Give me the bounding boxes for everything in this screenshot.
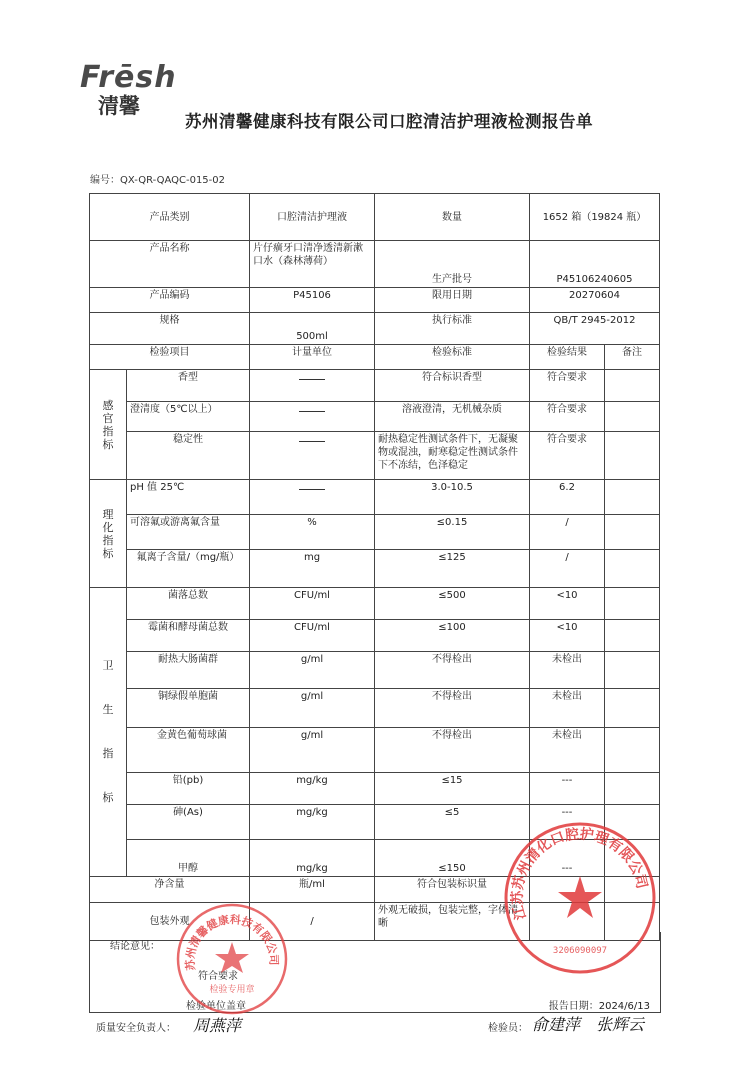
- batch-value: P45106240605: [530, 241, 660, 288]
- row-result: ---: [530, 840, 605, 877]
- row-item: 澄清度（5℃以上）: [127, 402, 250, 432]
- row-standard: 不得检出: [375, 689, 530, 728]
- row-standard: 不得检出: [375, 652, 530, 689]
- row-unit: mg/kg: [250, 840, 375, 877]
- svg-text:检验专用章: 检验专用章: [209, 985, 255, 995]
- row-remark: [605, 432, 660, 480]
- dash-mark: [299, 489, 325, 490]
- row-remark: [605, 689, 660, 728]
- row-standard: ≤5: [375, 805, 530, 840]
- row-item: pH 值 25℃: [127, 480, 250, 515]
- header-result: 检验结果: [530, 345, 605, 370]
- qa-signature: 周燕萍: [193, 1016, 242, 1035]
- standard-value: QB/T 2945-2012: [530, 313, 660, 345]
- row-item: 稳定性: [127, 432, 250, 480]
- row-result: <10: [530, 588, 605, 620]
- header-remark: 备注: [605, 345, 660, 370]
- qa-manager-label: 质量安全负责人：: [96, 1023, 176, 1034]
- header-unit: 计量单位: [250, 345, 375, 370]
- row-result: 未检出: [530, 652, 605, 689]
- group-sensory: 感 官 指 标: [90, 370, 127, 480]
- row-result: /: [530, 515, 605, 550]
- table-row: [90, 480, 660, 515]
- inspector-signature-2: 张辉云: [596, 1015, 645, 1034]
- row-unit: CFU/ml: [250, 588, 375, 620]
- expiry-label: 限用日期: [375, 288, 530, 313]
- row-remark: [605, 402, 660, 432]
- inspector-label: 检验员：: [488, 1023, 528, 1034]
- table-row: [90, 689, 660, 728]
- row-item: 铅(pb): [127, 773, 250, 805]
- quantity-value: 1652 箱（19824 瓶）: [530, 194, 660, 241]
- net-content-standard: 符合包装标识量: [375, 877, 530, 903]
- row-item: 铜绿假单胞菌: [127, 689, 250, 728]
- row-unit: g/ml: [250, 728, 375, 773]
- package-standard: 外观无破损，包装完整，字体清晰: [375, 903, 530, 941]
- dash-mark: [299, 441, 325, 442]
- svg-text:江苏苏州清化口腔护理有限公司: 江苏苏州清化口腔护理有限公司: [509, 826, 650, 922]
- batch-label: 生产批号: [375, 241, 530, 288]
- row-standard: 耐热稳定性测试条件下，无凝聚物或混浊，耐寒稳定性测试条件下不冻结，色泽稳定: [375, 432, 530, 480]
- table-row: [90, 652, 660, 689]
- table-row: [90, 588, 660, 620]
- row-result: 符合要求: [530, 432, 605, 480]
- logo-chinese: 清馨: [98, 94, 140, 118]
- row-standard: 3.0-10.5: [375, 480, 530, 515]
- row-unit: mg: [250, 550, 375, 588]
- category-label: 产品类别: [90, 194, 250, 241]
- row-remark: [605, 550, 660, 588]
- expiry-value: 20270604: [530, 288, 660, 313]
- row-unit: g/ml: [250, 689, 375, 728]
- row-standard: ≤150: [375, 840, 530, 877]
- row-unit: mg/kg: [250, 773, 375, 805]
- package-label: 包装外观: [90, 903, 250, 941]
- row-unit: g/ml: [250, 652, 375, 689]
- company-seal: [500, 818, 660, 978]
- document-number: 编号：QX-QR-QAQC-015-02: [90, 175, 226, 186]
- row-item: 耐热大肠菌群: [127, 652, 250, 689]
- row-result: ---: [530, 805, 605, 840]
- row-remark: [605, 728, 660, 773]
- row-standard: 溶液澄清，无机械杂质: [375, 402, 530, 432]
- table-row: [90, 515, 660, 550]
- table-row: [90, 432, 660, 480]
- table-row: [90, 550, 660, 588]
- standard-label: 执行标准: [375, 313, 530, 345]
- quantity-label: 数量: [375, 194, 530, 241]
- header-item: 检验项目: [90, 345, 250, 370]
- row-remark: [605, 652, 660, 689]
- dash-mark: [299, 379, 325, 380]
- net-content-unit: 瓶/ml: [250, 877, 375, 903]
- row-result: 符合要求: [530, 370, 605, 402]
- conclusion-label: 结论意见：: [110, 941, 160, 952]
- row-result: 符合要求: [530, 402, 605, 432]
- row-item: 砷(As): [127, 805, 250, 840]
- row-remark: [605, 773, 660, 805]
- row-unit: [250, 480, 375, 515]
- row-remark: [605, 480, 660, 515]
- dash-mark: [299, 411, 325, 412]
- svg-text:3206090097: 3206090097: [552, 946, 608, 956]
- row-standard: ≤15: [375, 773, 530, 805]
- row-item: 甲醇: [127, 840, 250, 877]
- row-item: 菌落总数: [127, 588, 250, 620]
- row-item: 氟离子含量/（mg/瓶）: [127, 550, 250, 588]
- row-unit: mg/kg: [250, 805, 375, 840]
- inspector-signature-1: 俞建萍: [532, 1015, 581, 1034]
- header-standard: 检验标准: [375, 345, 530, 370]
- product-code-value: P45106: [250, 288, 375, 313]
- group-hygiene: 卫 生 指 标: [90, 588, 127, 877]
- row-item: 可溶氟或游离氟含量: [127, 515, 250, 550]
- row-standard: ≤125: [375, 550, 530, 588]
- table-row: [90, 402, 660, 432]
- svg-text:苏州清馨健康科技有限公司: 苏州清馨健康科技有限公司: [183, 913, 281, 971]
- inspection-seal: [173, 900, 291, 1018]
- inspection-unit-stamp-label: 检验单位盖章: [186, 1001, 246, 1012]
- logo-english: Frēsh: [80, 60, 177, 95]
- row-unit: [250, 370, 375, 402]
- product-name-value: 片仔癀牙口清净透清新漱口水（森林薄荷）: [250, 241, 375, 288]
- row-result: /: [530, 550, 605, 588]
- category-value: 口腔清洁护理液: [250, 194, 375, 241]
- package-unit: /: [250, 903, 375, 941]
- row-unit: [250, 432, 375, 480]
- product-code-label: 产品编码: [90, 288, 250, 313]
- row-remark: [605, 515, 660, 550]
- spec-label: 规格: [90, 313, 250, 345]
- row-standard: ≤500: [375, 588, 530, 620]
- row-remark: [605, 370, 660, 402]
- table-row: [90, 370, 660, 402]
- brand-logo: [80, 62, 180, 130]
- row-item: 霉菌和酵母菌总数: [127, 620, 250, 652]
- group-physchem: 理 化 指 标: [90, 480, 127, 588]
- row-standard: 符合标识香型: [375, 370, 530, 402]
- row-remark: [605, 620, 660, 652]
- row-result: 未检出: [530, 689, 605, 728]
- net-content-label: 净含量: [90, 877, 250, 903]
- row-result: 6.2: [530, 480, 605, 515]
- table-row: [90, 620, 660, 652]
- row-item: 金黄色葡萄球菌: [127, 728, 250, 773]
- report-date: 报告日期：2024/6/13: [548, 1001, 650, 1012]
- table-row: [90, 773, 660, 805]
- row-standard: 不得检出: [375, 728, 530, 773]
- row-result: 未检出: [530, 728, 605, 773]
- table-row: [90, 728, 660, 773]
- conclusion-result: 符合要求: [198, 971, 238, 982]
- row-standard: ≤0.15: [375, 515, 530, 550]
- row-result: ---: [530, 773, 605, 805]
- row-unit: [250, 402, 375, 432]
- product-name-label: 产品名称: [90, 241, 250, 288]
- row-remark: [605, 588, 660, 620]
- spec-value: 500ml: [250, 313, 375, 345]
- row-result: <10: [530, 620, 605, 652]
- row-item: 香型: [127, 370, 250, 402]
- report-title: 苏州清馨健康科技有限公司口腔清洁护理液检测报告单: [185, 112, 593, 131]
- row-unit: %: [250, 515, 375, 550]
- row-unit: CFU/ml: [250, 620, 375, 652]
- row-standard: ≤100: [375, 620, 530, 652]
